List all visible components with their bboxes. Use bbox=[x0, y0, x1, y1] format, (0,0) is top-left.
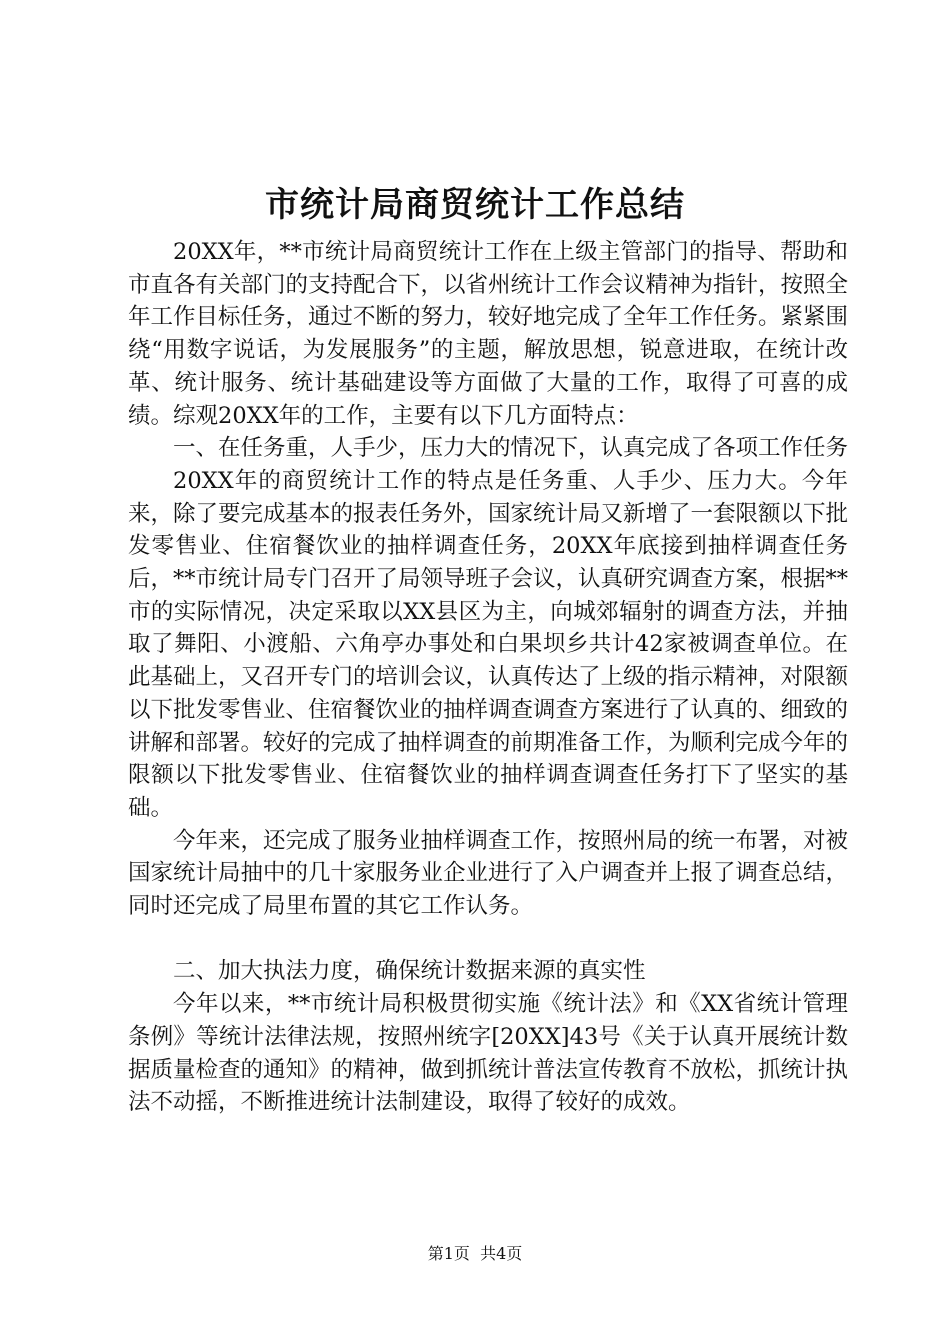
page-number: 第1页 bbox=[427, 1244, 470, 1263]
page-total: 共4页 bbox=[480, 1244, 523, 1263]
section-heading-1: 一、在任务重，人手少，压力大的情况下，认真完成了各项工作任务 bbox=[173, 435, 849, 462]
document-body bbox=[128, 236, 848, 1119]
paragraph-section-1-b: 今年来，还完成了服务业抽样调查工作，按照州局的统一布署，对被国家统计局抽中的几十家服务业企业进行了入户调查并上报了调查总结，同时还完成了局里布置的其它工作认务。 bbox=[128, 827, 849, 920]
page-footer bbox=[0, 1243, 950, 1265]
paragraph-section-1-a: 20XX年的商贸统计工作的特点是任务重、人手少、压力大。今年来，除了要完成基本的报表任务外，国家统计局又新增了一套限额以下批发零售业、住宿餐饮业的抽样调查任务，20XX年底接到抽样调查任务后，**市统计局专门召开了局领导班子会议，认真研究调查方案，根据**市的实际情况，决定采取以XX县区为主，向城郊辐射的调查方法，并抽取了舞阳、小渡船、六角亭办事处和白果坝乡共计42家被调查单位。在此基础上，又召开专门的培训会议，认真传达了上级的指示精神，对限额以下批发零售业、住宿餐饮业的抽样调查调查方案进行了认真的、细致的讲解和部署。较好的完成了抽样调查的前期准备工作，为顺利完成今年的限额以下批发零售业、住宿餐饮业的抽样调查调查任务打下了坚实的基础。 bbox=[128, 467, 849, 821]
paragraph-intro: 20XX年，**市统计局商贸统计工作在上级主管部门的指导、帮助和市直各有关部门的支持配合下，以省州统计工作会议精神为指针，按照全年工作目标任务，通过不断的努力，较好地完成了全年工作任务。紧紧围绕“用数字说话，为发展服务”的主题，解放思想，锐意进取，在统计改革、统计服务、统计基础建设等方面做了大量的工作，取得了可喜的成绩。综观20XX年的工作，主要有以下几方面特点： bbox=[128, 239, 849, 429]
document-title: 市统计局商贸统计工作总结 bbox=[265, 185, 685, 225]
paragraph-section-2-a: 今年以来，**市统计局积极贯彻实施《统计法》和《XX省统计管理条例》等统计法律法规，按照州统字[20XX]43号《关于认真开展统计数据质量检查的通知》的精神，做到抓统计普法宣传教育不放松，抓统计执法不动摇，不断推进统计法制建设，取得了较好的成效。 bbox=[128, 991, 849, 1116]
paragraph-spacer bbox=[128, 923, 848, 956]
section-heading-2: 二、加大执法力度，确保统计数据来源的真实性 bbox=[173, 958, 646, 985]
footer-separator bbox=[470, 1244, 480, 1263]
